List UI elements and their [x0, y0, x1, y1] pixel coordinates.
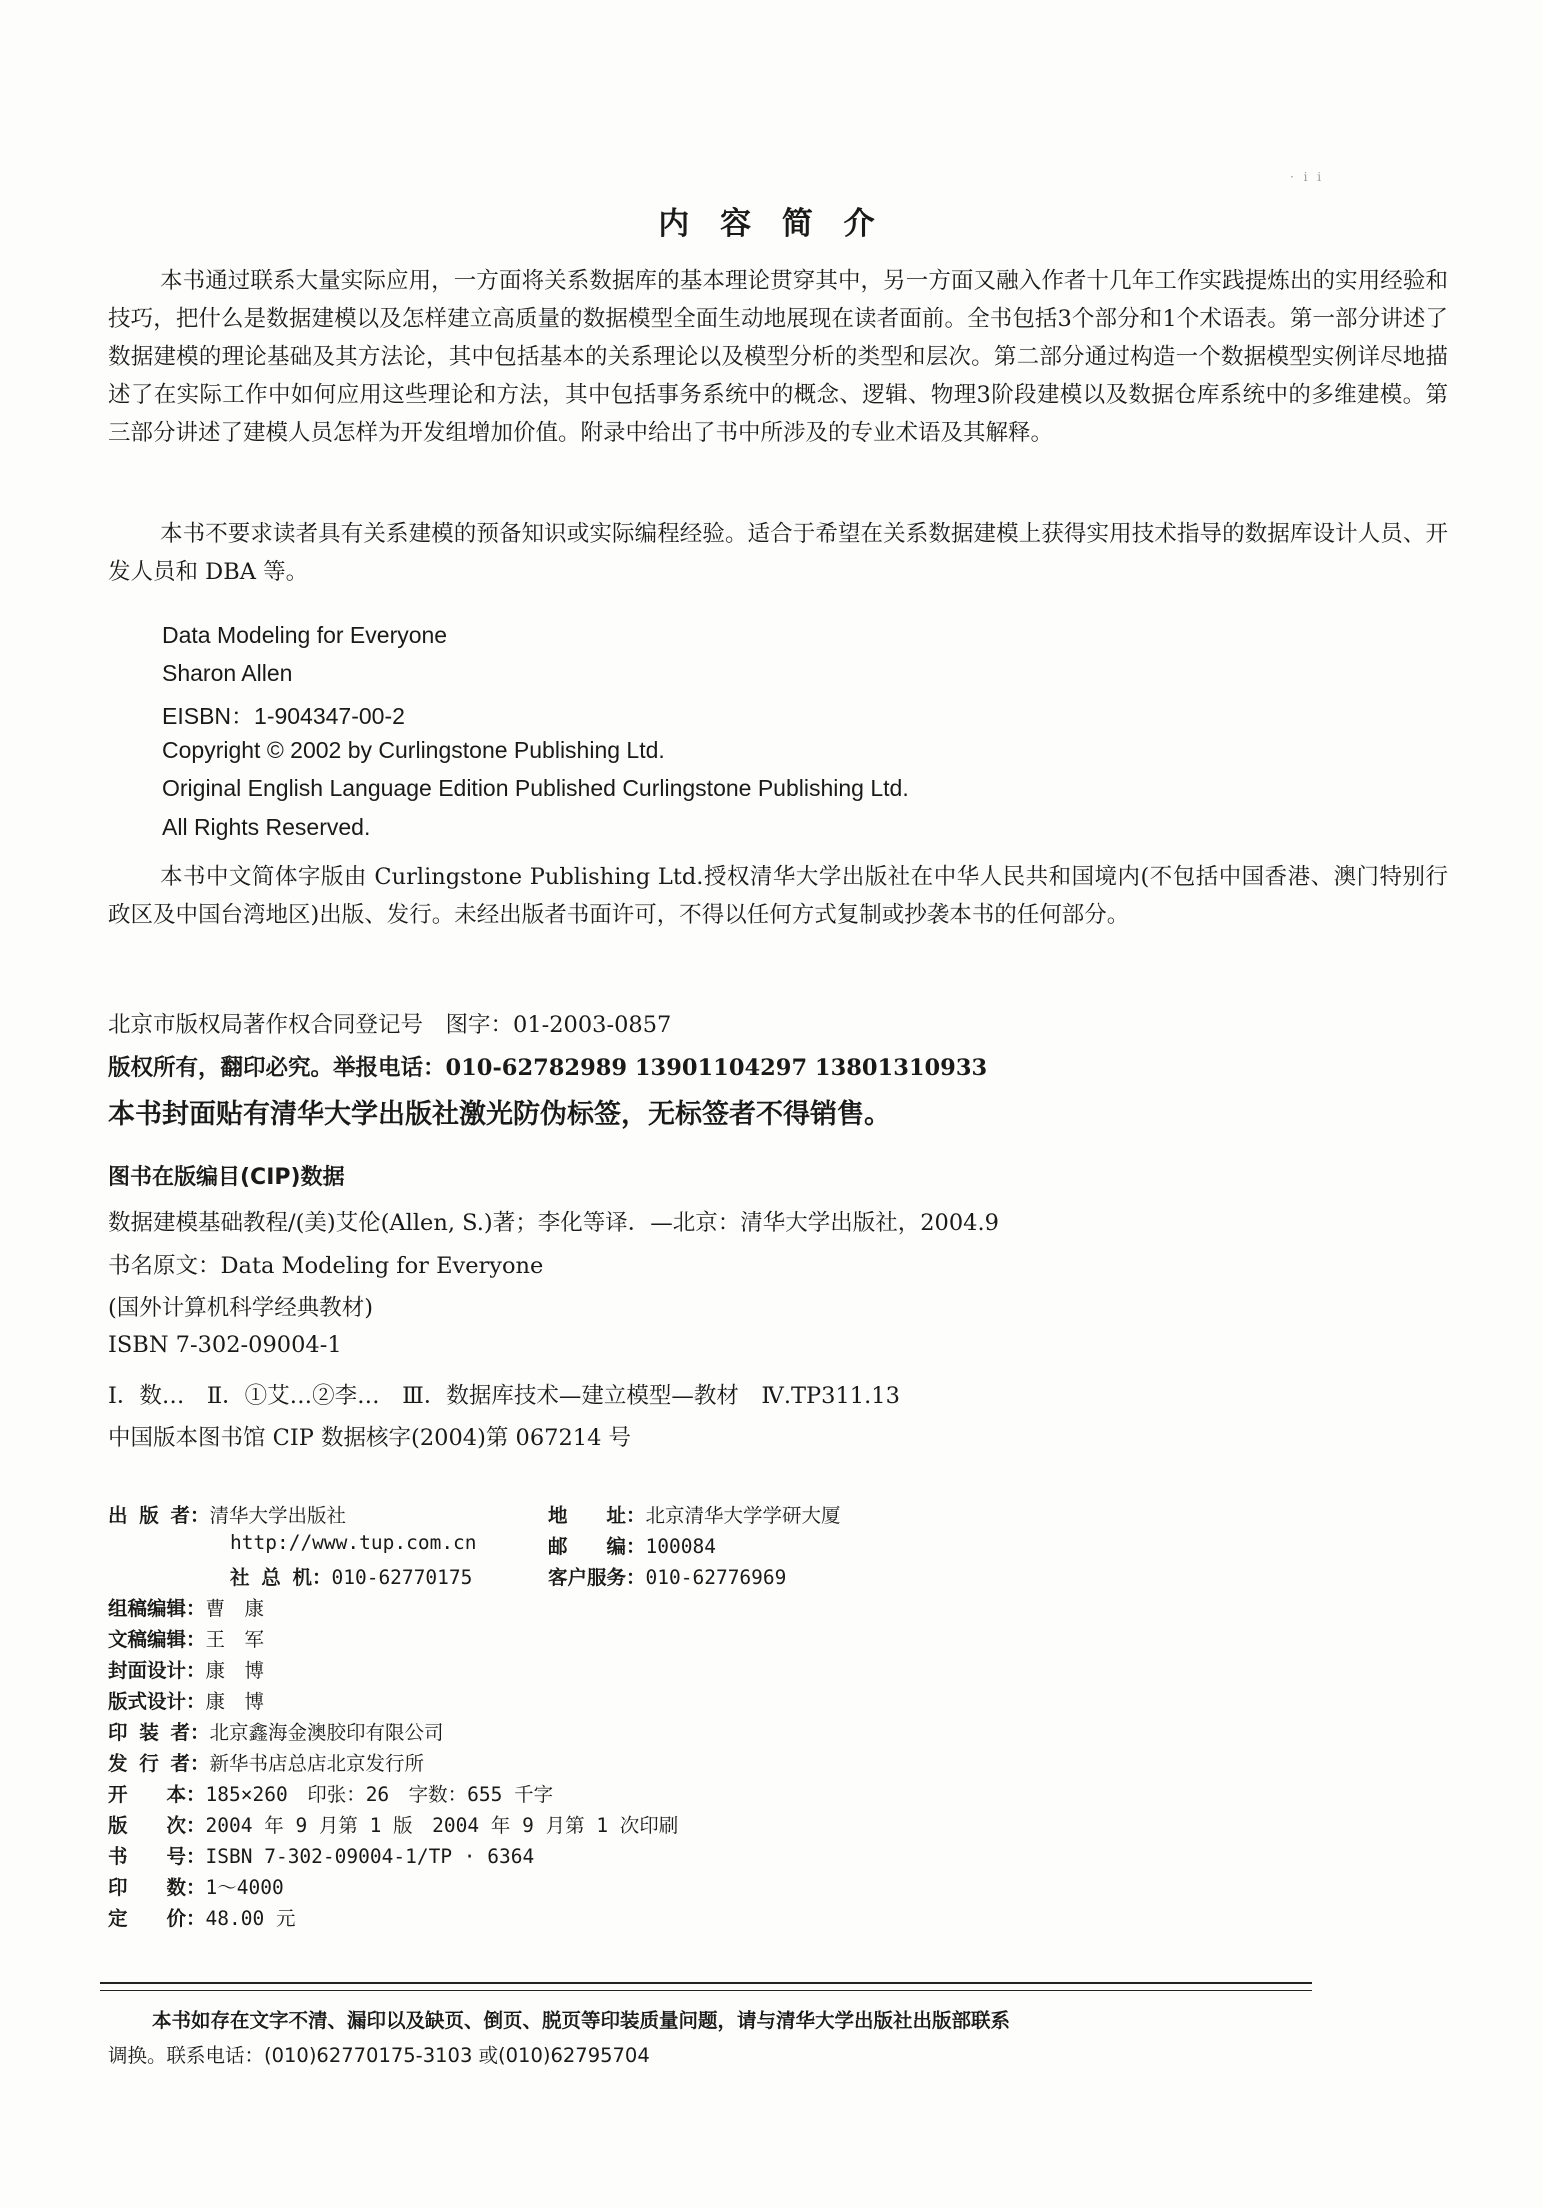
- imprint-value: 北京清华大学学研大厦: [645, 1504, 841, 1527]
- imprint-editor: [108, 1593, 264, 1621]
- cip-line: 书名原文：Data Modeling for Everyone: [108, 1253, 544, 1279]
- imprint-edition: [108, 1810, 678, 1838]
- imprint-label: 书 号：: [108, 1845, 206, 1868]
- imprint-url: http://www.tup.com.cn: [230, 1531, 477, 1554]
- imprint-value: 010-62770175: [331, 1566, 473, 1589]
- imprint-label: 地 址：: [548, 1504, 646, 1527]
- license-paragraph: 本书中文简体字版由 Curlingstone Publishing Ltd.授权清华大学出版社在中华人民共和国境内(不包括中国香港、澳门特别行政区及中国台湾地区)出版、发行。未经出版者书面许可，不得以任何方式复制或抄袭本书的任何部分。: [108, 864, 1448, 928]
- imprint-label: 印 装 者：: [108, 1721, 210, 1744]
- imprint-label: 封面设计：: [108, 1659, 206, 1682]
- registration-line: 北京市版权局著作权合同登记号 图字：01-2003-0857: [108, 1012, 672, 1038]
- english-original-edition: Original English Language Edition Published Curlingstone Publishing Ltd.: [162, 775, 909, 801]
- footer-divider: [100, 1982, 1312, 1984]
- footer-divider: [100, 1990, 1312, 1991]
- imprint-label: 定 价：: [108, 1907, 206, 1930]
- english-book-title: Data Modeling for Everyone: [162, 622, 448, 648]
- imprint-label: 邮 编：: [548, 1535, 646, 1558]
- cip-line: (国外计算机科学经典教材): [108, 1295, 374, 1321]
- imprint-value: 康 博: [205, 1659, 265, 1682]
- imprint-value: 010-62776969: [645, 1566, 787, 1589]
- intro-paragraph: 本书通过联系大量实际应用，一方面将关系数据库的基本理论贯穿其中，另一方面又融入作者十几年工作实践提炼出的实用经验和技巧，把什么是数据建模以及怎样建立高质量的数据模型全面生动地展现在读者面前。全书包括3个部分和1个术语表。第一部分讲述了数据建模的理论基础及其方法论，其中包括基本的关系理论以及模型分析的类型和层次。第二部分通过构造一个数据模型实例详尽地描述了在实际工作中如何应用这些理论和方法，其中包括事务系统中的概念、逻辑、物理3阶段建模以及数据仓库系统中的多维建模。第三部分讲述了建模人员怎样为开发组增加价值。附录中给出了书中所涉及的专业术语及其解释。: [108, 268, 1448, 446]
- imprint-value: 曹 康: [205, 1597, 265, 1620]
- imprint-label: 社 总 机：: [230, 1566, 332, 1589]
- imprint-label: 出 版 者：: [108, 1504, 210, 1527]
- imprint-cover-design: [108, 1655, 264, 1683]
- imprint-copy-editor: [108, 1624, 264, 1652]
- imprint-publisher: [108, 1500, 346, 1528]
- imprint-price: [108, 1903, 295, 1931]
- cip-line: 中国版本图书馆 CIP 数据核字(2004)第 067214 号: [108, 1425, 632, 1451]
- imprint-format: [108, 1779, 553, 1807]
- imprint-value: 2004 年 9 月第 1 版 2004 年 9 月第 1 次印刷: [205, 1814, 679, 1837]
- imprint-label: 客户服务：: [548, 1566, 646, 1589]
- rights-line: 版权所有，翻印必究。举报电话：010-62782989 13901104297 13801310933: [108, 1055, 988, 1081]
- imprint-value: 北京鑫海金澳胶印有限公司: [209, 1721, 444, 1744]
- imprint-value: 100084: [645, 1535, 716, 1558]
- imprint-label: 印 数：: [108, 1876, 206, 1899]
- imprint-value: 185×260 印张：26 字数：655 千字: [205, 1783, 554, 1806]
- imprint-value: ISBN 7-302-09004-1/TP · 6364: [205, 1845, 535, 1868]
- imprint-distributor: [108, 1748, 424, 1776]
- cip-heading: 图书在版编目(CIP)数据: [108, 1165, 345, 1190]
- imprint-label: 版式设计：: [108, 1690, 206, 1713]
- imprint-value: 48.00 元: [205, 1907, 296, 1930]
- english-copyright: Copyright © 2002 by Curlingstone Publishing Ltd.: [162, 737, 665, 763]
- page-title: 内 容 简 介: [658, 206, 885, 242]
- imprint-printer: [108, 1717, 444, 1745]
- imprint-print-run: [108, 1872, 284, 1900]
- footer-notice: 本书如存在文字不清、漏印以及缺页、倒页、脱页等印装质量问题，请与清华大学出版社出版部联系: [152, 2009, 1011, 2032]
- imprint-value: 1～4000: [205, 1876, 284, 1899]
- imprint-isbn: [108, 1841, 534, 1869]
- english-rights: All Rights Reserved.: [162, 814, 371, 840]
- cip-line: ISBN 7-302-09004-1: [108, 1332, 342, 1358]
- anti-counterfeit-warning: 本书封面贴有清华大学出版社激光防伪标签，无标签者不得销售。: [108, 1099, 891, 1130]
- imprint-label: 版 次：: [108, 1814, 206, 1837]
- imprint-address: [548, 1500, 841, 1528]
- imprint-switchboard: [230, 1562, 472, 1590]
- imprint-label: 发 行 者：: [108, 1752, 210, 1775]
- imprint-value: 王 军: [205, 1628, 265, 1651]
- imprint-value: 康 博: [205, 1690, 265, 1713]
- cip-line: 数据建模基础教程/(美)艾伦(Allen, S.)著；李化等译．—北京：清华大学出版社，2004.9: [108, 1210, 999, 1236]
- footer-contact: 调换。联系电话：(010)62770175-3103 或(010)62795704: [108, 2044, 650, 2067]
- imprint-postcode: [548, 1531, 716, 1559]
- imprint-value: 清华大学出版社: [209, 1504, 346, 1527]
- english-author: Sharon Allen: [162, 660, 293, 686]
- cip-line: Ⅰ．数… Ⅱ．①艾…②李… Ⅲ．数据库技术—建立模型—教材 Ⅳ.TP311.13: [108, 1383, 900, 1409]
- imprint-label: 文稿编辑：: [108, 1628, 206, 1651]
- imprint-value: 新华书店总店北京发行所: [209, 1752, 424, 1775]
- imprint-label: 开 本：: [108, 1783, 206, 1806]
- english-eisbn: EISBN：1-904347-00-2: [162, 703, 405, 729]
- imprint-label: 组稿编辑：: [108, 1597, 206, 1620]
- imprint-service: [548, 1562, 786, 1590]
- audience-paragraph: 本书不要求读者具有关系建模的预备知识或实际编程经验。适合于希望在关系数据建模上获得实用技术指导的数据库设计人员、开发人员和 DBA 等。: [108, 521, 1448, 585]
- page-corner-mark: · i i: [1290, 170, 1325, 184]
- imprint-layout-design: [108, 1686, 264, 1714]
